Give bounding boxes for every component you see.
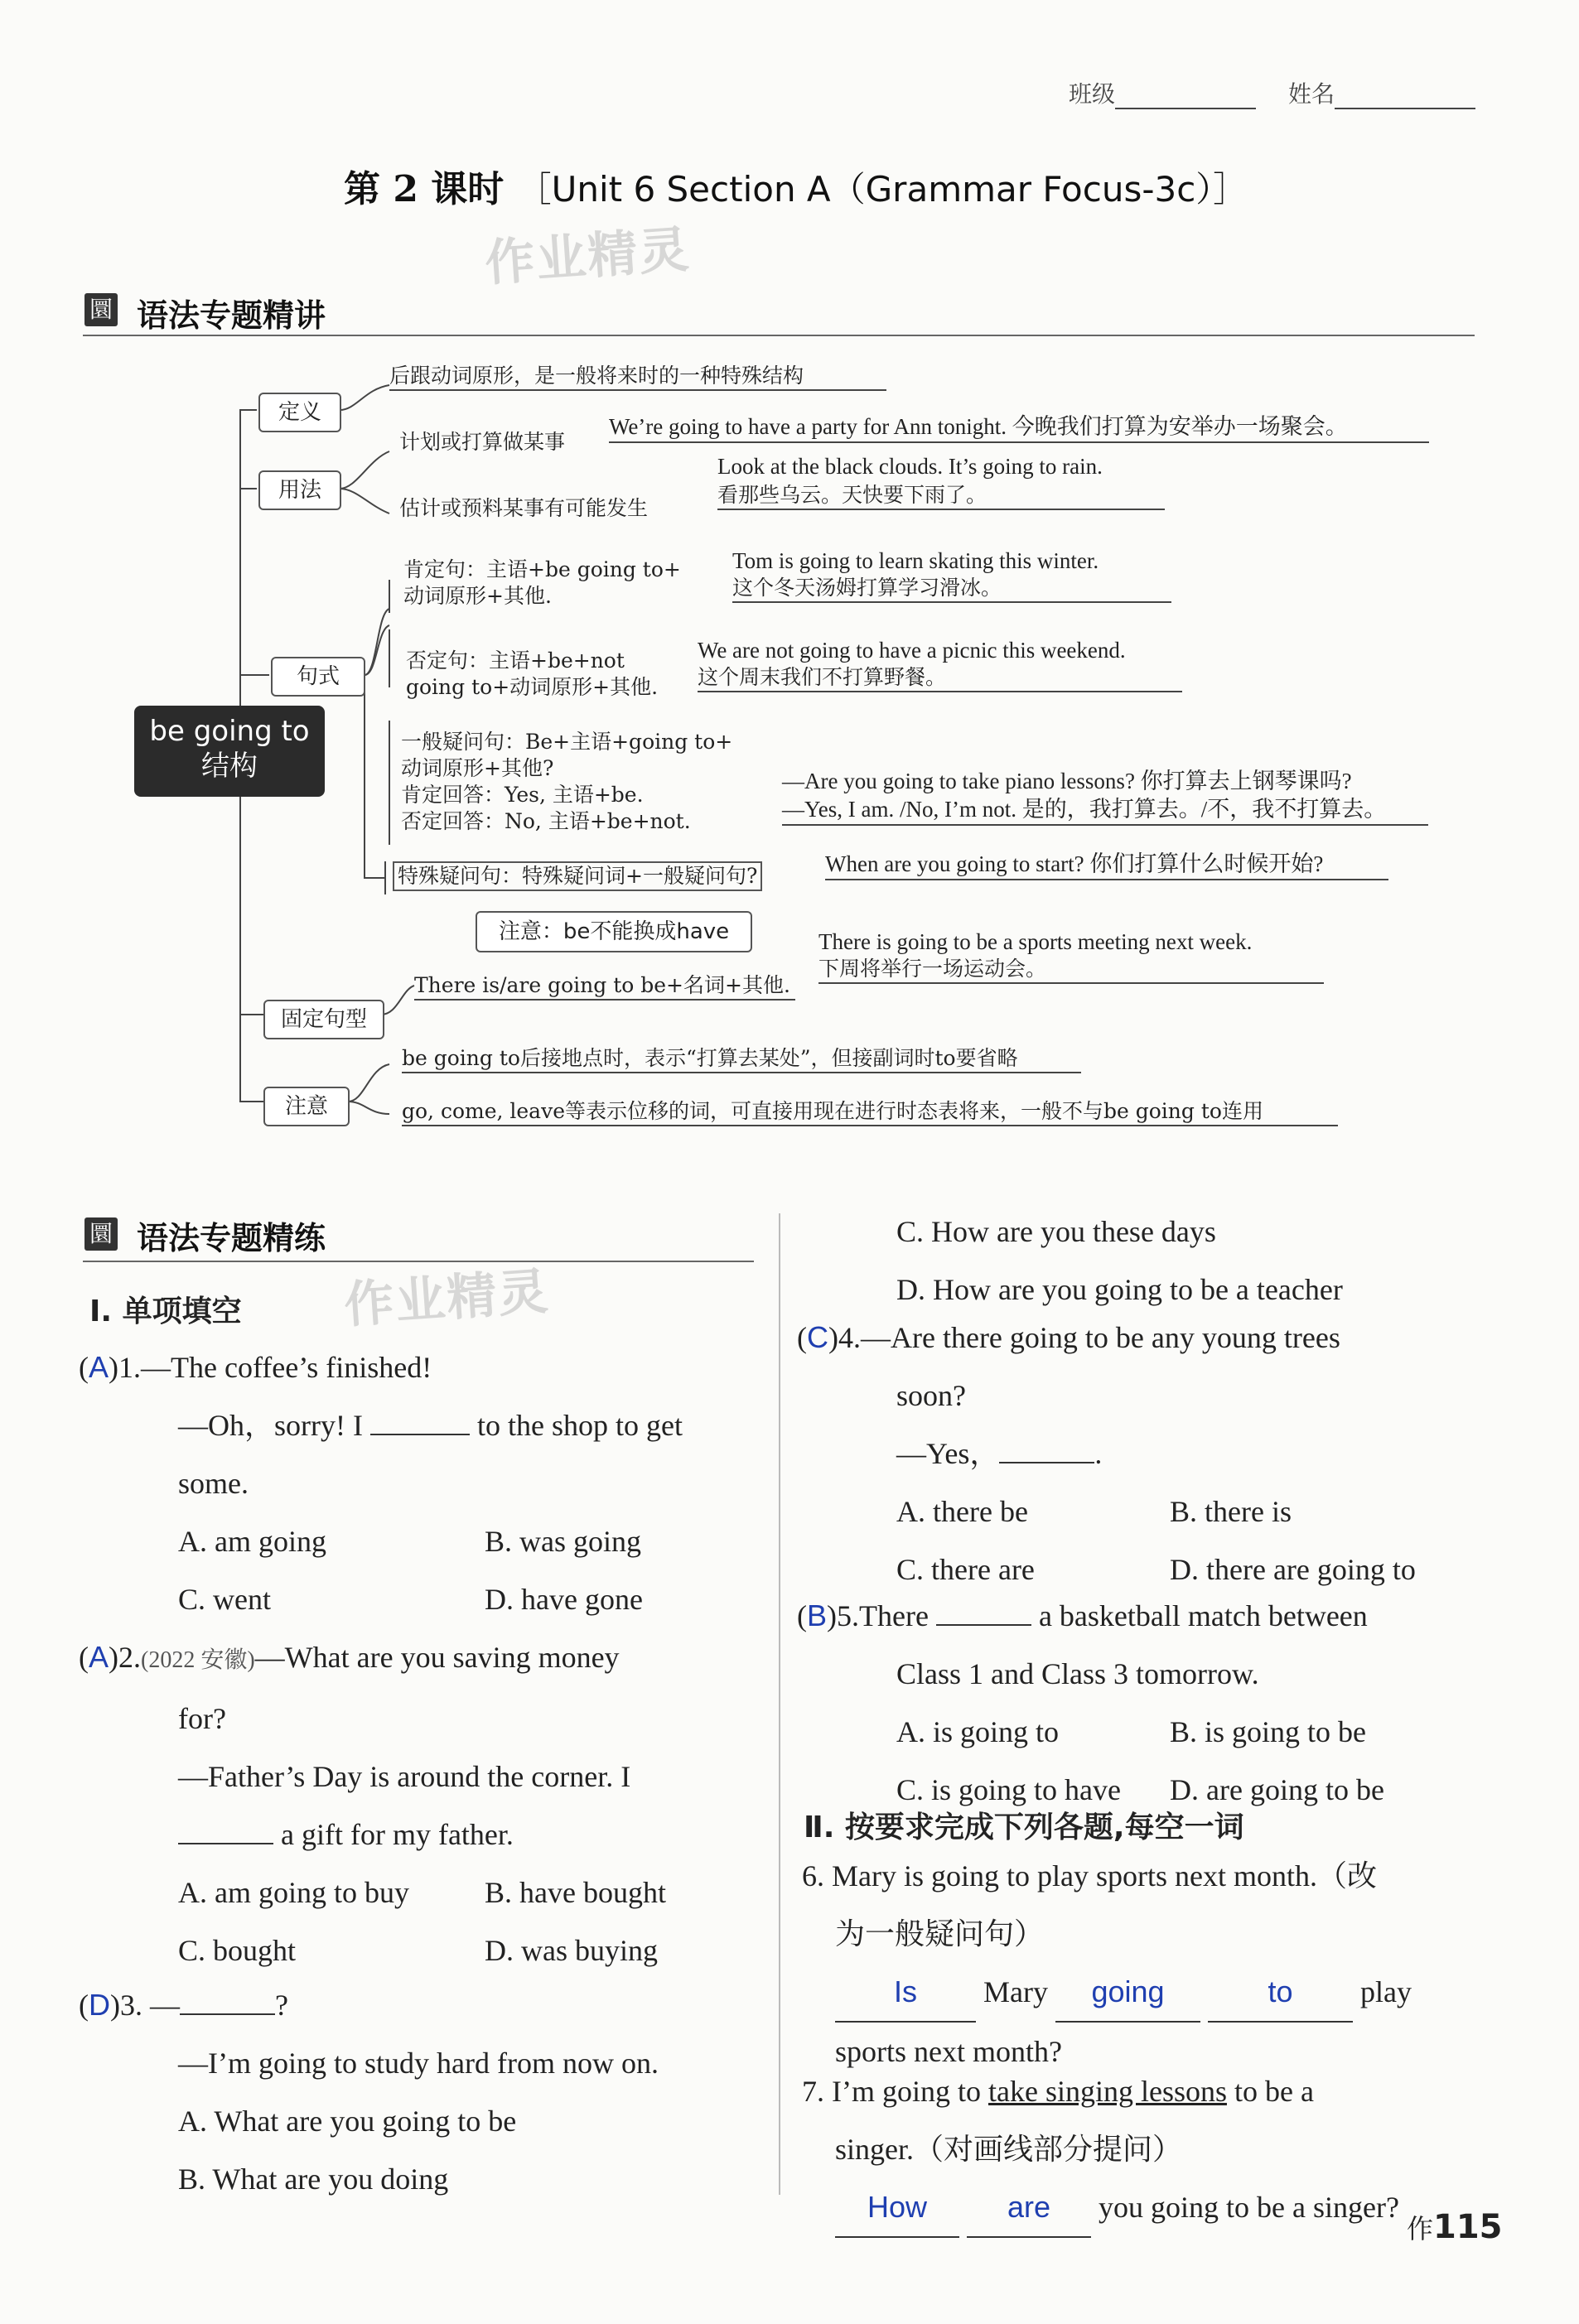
question-5: (B)5.There a basketball match between Class 1 and Class 3 tomorrow. A. is going to B. is going to be C. is going to have D. are going to be — [797, 1598, 1384, 1806]
page-number — [1407, 2208, 1503, 2246]
question-text3: 肯定回答：Yes, 主语+be. — [401, 783, 644, 807]
section1-title: 语法专题精讲 — [137, 297, 326, 334]
usage-box: 用法 — [258, 470, 341, 510]
q4-answer: C — [807, 1320, 828, 1354]
q6-fill-1[interactable]: Is — [835, 1963, 976, 2023]
section2-title: 语法专题精练 — [137, 1220, 326, 1256]
page-prefix: 作 — [1407, 2213, 1434, 2244]
attention-text2: go, come, leave等表示位移的词，可直接用现在进行时态表将来，一般不与be going to连用 — [402, 1098, 1338, 1126]
negative-example-cn: 这个周末我们不打算野餐。 — [698, 664, 1182, 692]
affirm-example-en: Tom is going to learn skating this winter. — [732, 548, 1099, 573]
affirm-example-cn: 这个冬天汤姆打算学习滑冰。 — [732, 575, 1171, 603]
section-icon: 圜 — [85, 1217, 118, 1251]
question-1: (A)1.—The coffee’s finished! —Oh，sorry! I to the shop to get some. A. am going B. was going C. went D. have gone — [79, 1350, 683, 1616]
usage-item1-example: We’re going to have a party for Ann tonight. 今晚我们打算为安举办一场聚会。 — [609, 412, 1429, 443]
section-icon: 圜 — [85, 293, 118, 326]
q4-blank[interactable] — [999, 1437, 1094, 1463]
question-2: (A)2.(2022 安徽)—What are you saving money for? —Father’s Day is around the corner. I a gift for my father. A. am going to buy B. have bought C. bought D. was buying — [79, 1640, 666, 1967]
fixed-pattern-text: There is/are going to be+名词+其他. — [414, 972, 795, 1000]
question-text2: 动词原形+其他? — [401, 756, 554, 780]
question-example1: —Are you going to take piano lessons? 你打算去上钢琴课吗? — [782, 769, 1352, 793]
question-text1: 一般疑问句：Be+主语+going to+ — [401, 730, 733, 754]
q7-fill-1[interactable]: How — [835, 2178, 959, 2238]
fixed-note-box: 注意：be不能换成have — [476, 911, 752, 952]
usage-item2: 估计或预料某事有可能发生 — [399, 496, 649, 520]
q7-fill-2[interactable]: are — [967, 2178, 1091, 2238]
question-text4: 否定回答：No, 主语+be+not. — [401, 809, 691, 833]
watermark-1: 作业精灵 — [483, 220, 693, 293]
q6-fill-2[interactable]: going — [1055, 1963, 1200, 2023]
question-example2: —Yes, I am. /No, I’m not. 是的，我打算去。/不，我不打算去。 — [782, 795, 1428, 826]
watermark-2: 作业精灵 — [342, 1262, 552, 1335]
sentence-box: 句式 — [271, 657, 365, 697]
part1-title: Ⅰ. 单项填空 — [89, 1295, 242, 1328]
negative-text1: 否定句：主语+be+not — [406, 649, 625, 673]
mindmap-root — [134, 706, 325, 797]
affirm-text2: 动词原形+其他. — [403, 584, 552, 608]
fixed-example-en: There is going to be a sports meeting next week. — [818, 929, 1253, 954]
definition-text: 后跟动词原形，是一般将来时的一种特殊结构 — [389, 363, 886, 391]
name-label: 姓名 — [1288, 80, 1335, 108]
negative-text2: going to+动词原形+其他. — [406, 675, 659, 699]
question-6: 6. Mary is going to play sports next month.（改 为一般疑问句） Is Mary going to play sports next month? — [802, 1859, 1412, 2068]
attention-box: 注意 — [263, 1087, 350, 1126]
usage-item2-example-cn: 看那些乌云。天快要下雨了。 — [717, 482, 1165, 510]
q3-blank[interactable] — [180, 1989, 275, 2015]
q1-answer: A — [89, 1350, 109, 1384]
class-label: 班级 — [1069, 80, 1116, 108]
usage-item1: 计划或打算做某事 — [399, 430, 566, 454]
column-divider — [779, 1213, 780, 2195]
q6-fill-3[interactable]: to — [1208, 1963, 1353, 2023]
q5-blank[interactable] — [936, 1599, 1031, 1626]
fixed-example-cn: 下周将举行一场运动会。 — [818, 956, 1324, 984]
special-question-text: 特殊疑问句：特殊疑问词+一般疑问句? — [393, 861, 762, 891]
definition-box: 定义 — [258, 393, 341, 432]
q2-answer: A — [89, 1640, 109, 1674]
root-line1: be going to — [149, 715, 310, 748]
root-line2: 结构 — [201, 750, 258, 783]
q3-answer: D — [89, 1988, 110, 2022]
page-num: 115 — [1433, 2208, 1503, 2246]
lesson-label: 第 2 课时 — [344, 168, 505, 210]
unit-label: ［Unit 6 Section A（Grammar Focus-3c）］ — [516, 169, 1248, 210]
negative-example-en: We are not going to have a picnic this weekend. — [698, 638, 1126, 663]
q5-answer: B — [807, 1598, 828, 1632]
q2-blank[interactable] — [178, 1818, 273, 1844]
part2-title: Ⅱ. 按要求完成下列各题,每空一词 — [804, 1811, 1244, 1844]
question-4: (C)4.—Are there going to be any young trees soon? —Yes， . A. there be B. there is C. there are D. there are going to — [797, 1320, 1416, 1586]
question-7: 7. I’m going to take singing lessons to be a singer.（对画线部分提问） How are you going to be a singer? — [802, 2062, 1490, 2238]
special-question-example: When are you going to start? 你们打算什么时候开始? — [825, 850, 1388, 880]
fixed-pattern-box: 固定句型 — [263, 1000, 384, 1039]
q7-underlined: take singing lessons — [987, 2075, 1227, 2108]
question-3-continued: C. How are you these days D. How are you going to be a teacher — [896, 1215, 1343, 1306]
q1-blank[interactable] — [370, 1409, 470, 1435]
usage-item2-example-en: Look at the black clouds. It’s going to rain. — [717, 454, 1103, 479]
attention-text1: be going to后接地点时，表示“打算去某处”，但接副词时to要省略 — [402, 1045, 1081, 1073]
affirm-text1: 肯定句：主语+be going to+ — [403, 557, 681, 581]
question-3: (D)3. — ? —I’m going to study hard from now on. A. What are you going to be B. What are you doing — [79, 1988, 659, 2196]
